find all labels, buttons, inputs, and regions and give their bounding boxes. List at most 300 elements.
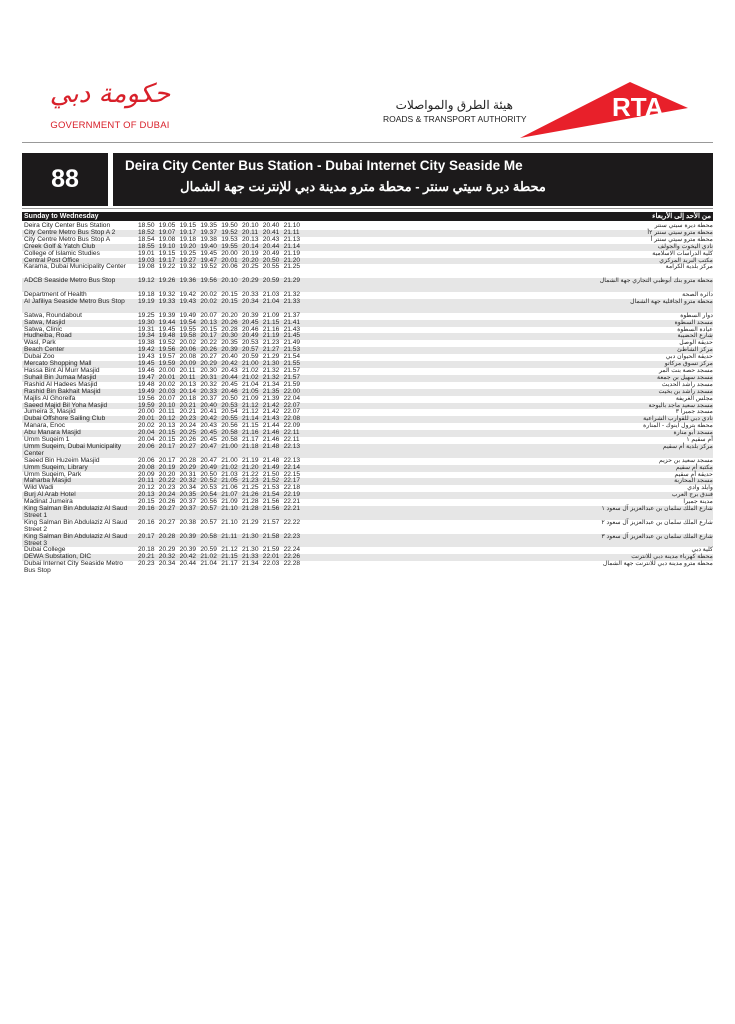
departure-time: 20.13 <box>158 422 176 430</box>
timetable-row <box>22 403 713 410</box>
departure-time: 19.58 <box>179 332 197 340</box>
days-english: Sunday to Wednesday <box>24 213 99 220</box>
departure-time: 21.04 <box>262 297 280 305</box>
departure-time: 21.25 <box>241 484 259 492</box>
departure-time: 20.47 <box>200 442 217 450</box>
days-arabic: من الأحد إلى الأربعاء <box>652 213 711 220</box>
departure-time: 20.45 <box>200 436 217 444</box>
departure-time: 19.47 <box>200 256 217 264</box>
departure-time: 20.10 <box>158 401 176 409</box>
departure-time: 20.29 <box>179 463 197 471</box>
departure-time: 21.59 <box>262 546 280 554</box>
departure-time: 20.06 <box>138 456 155 464</box>
departure-time: 20.30 <box>200 366 217 374</box>
departure-time: 22.21 <box>283 498 301 506</box>
departure-time: 20.18 <box>179 394 197 402</box>
stop-name: Burj Al Arab Hotel <box>24 491 76 499</box>
departure-time: 20.08 <box>138 463 155 471</box>
departure-time: 19.52 <box>200 263 217 271</box>
stop-name-arabic: مكتب البريد المركزي <box>659 256 713 264</box>
timetable-row <box>22 251 713 258</box>
departure-time: 21.06 <box>221 484 238 492</box>
departure-time: 20.40 <box>200 401 217 409</box>
departure-time: 20.06 <box>138 442 155 450</box>
route-title-english: Deira City Center Bus Station - Dubai Internet City Seaside Me <box>125 158 523 173</box>
departure-time: 21.12 <box>241 408 259 416</box>
timetable-row <box>22 237 713 244</box>
departure-time: 21.10 <box>221 518 238 526</box>
timetable-row <box>22 423 713 430</box>
departure-time: 21.32 <box>283 291 301 299</box>
departure-time: 20.13 <box>241 235 259 243</box>
departure-time: 19.32 <box>158 291 176 299</box>
departure-time: 21.14 <box>283 242 301 250</box>
timetable-row <box>22 389 713 396</box>
departure-time: 20.19 <box>241 249 259 257</box>
departure-time: 19.53 <box>221 235 238 243</box>
departure-time: 20.59 <box>241 353 259 361</box>
departure-time: 20.56 <box>200 498 217 506</box>
departure-time: 20.01 <box>138 415 155 423</box>
departure-time: 21.09 <box>221 498 238 506</box>
stop-name: Manara, Enoc <box>24 422 66 430</box>
departure-time: 21.35 <box>262 387 280 395</box>
departure-times <box>138 444 304 458</box>
departure-time: 21.52 <box>262 477 280 485</box>
departure-time: 20.42 <box>179 553 197 561</box>
departure-time: 22.00 <box>283 387 301 395</box>
stop-name: Satwa, Masjid <box>24 318 66 326</box>
departure-time: 21.17 <box>221 560 238 568</box>
departure-time: 20.53 <box>221 401 238 409</box>
departure-times <box>138 561 304 575</box>
departure-time: 20.20 <box>221 311 238 319</box>
departure-time: 20.06 <box>221 263 238 271</box>
departure-time: 20.08 <box>179 353 197 361</box>
departure-time: 21.43 <box>262 415 280 423</box>
stop-name-arabic: شارع الملك سلمان بن عبدالعزيز آل سعود ٣ <box>601 532 713 540</box>
departure-time: 20.33 <box>241 291 259 299</box>
departure-time: 19.52 <box>158 339 176 347</box>
timetable-row <box>22 244 713 251</box>
departure-time: 20.22 <box>158 477 176 485</box>
departure-time: 19.45 <box>138 360 155 368</box>
departure-time: 22.11 <box>283 436 300 444</box>
stop-name: Saeed Bin Huzeim Masjid <box>24 456 100 464</box>
departure-time: 21.43 <box>283 325 301 333</box>
departure-time: 21.39 <box>262 394 280 402</box>
stop-name-arabic: مركز الشاطئ <box>677 346 713 354</box>
stop-name: Al Jafiliya Seaside Metro Bus Stop <box>24 297 125 305</box>
departure-time: 21.04 <box>200 560 217 568</box>
departure-time: 21.45 <box>283 332 301 340</box>
rta-logo-text: RTA <box>612 92 664 122</box>
departure-time: 20.57 <box>200 518 217 526</box>
departure-time: 20.23 <box>138 560 155 568</box>
departure-time: 20.39 <box>179 532 197 540</box>
timetable-row <box>22 230 713 237</box>
departure-time: 20.15 <box>221 297 238 305</box>
departure-time: 21.29 <box>283 277 301 285</box>
departure-time: 21.34 <box>241 560 259 568</box>
departure-time: 22.11 <box>283 429 300 437</box>
departure-time: 19.45 <box>200 249 217 257</box>
departure-time: 21.04 <box>241 380 259 388</box>
departure-time: 19.15 <box>158 249 176 257</box>
departure-time: 20.19 <box>158 463 176 471</box>
departure-time: 21.19 <box>262 332 280 340</box>
departure-time: 19.18 <box>138 291 155 299</box>
departure-time: 19.38 <box>200 235 217 243</box>
departure-time: 20.11 <box>158 408 175 416</box>
departure-time: 20.26 <box>158 498 176 506</box>
departure-time: 20.23 <box>179 415 197 423</box>
departure-time: 19.55 <box>179 325 197 333</box>
departure-time: 20.10 <box>241 222 259 229</box>
departure-time: 20.28 <box>158 532 176 540</box>
stop-name-arabic: شارع الملك سلمان بن عبدالعزيز آل سعود ٢ <box>601 518 713 526</box>
timetable-row <box>22 313 713 320</box>
departure-time: 19.43 <box>179 297 197 305</box>
route-number: 88 <box>22 153 108 206</box>
departure-time: 19.25 <box>138 311 155 319</box>
stop-name-arabic: نادي اليخوت والجولف <box>657 242 713 250</box>
departure-time: 20.43 <box>262 235 280 243</box>
stop-name: Dubai College <box>24 546 66 554</box>
departure-time: 21.23 <box>241 477 259 485</box>
departure-time: 22.13 <box>283 442 301 450</box>
stop-name: Suhail Bin Jumaa Masjid <box>24 373 97 381</box>
departure-time: 20.17 <box>200 332 217 340</box>
timetable-row <box>22 368 713 375</box>
departure-time: 20.37 <box>179 498 197 506</box>
departure-time: 19.12 <box>138 277 155 285</box>
departure-time: 20.21 <box>179 401 197 409</box>
departure-time: 21.14 <box>241 415 259 423</box>
departure-time: 21.15 <box>262 318 280 326</box>
departure-time: 21.49 <box>262 463 280 471</box>
timetable-row <box>22 375 713 382</box>
stop-name-arabic: كلية دبي <box>691 546 713 554</box>
stop-name-arabic: مجلس الغريفة <box>675 394 713 402</box>
departure-time: 20.34 <box>179 484 197 492</box>
stop-name-arabic: مسجد راشد بن بخيت <box>658 387 713 395</box>
departure-time: 22.07 <box>283 408 301 416</box>
rta-name <box>383 98 527 124</box>
timetable-row <box>22 437 713 444</box>
departure-time: 20.17 <box>158 442 176 450</box>
departure-time: 20.58 <box>221 436 238 444</box>
departure-time: 20.02 <box>179 339 197 347</box>
departure-time: 21.28 <box>241 505 259 513</box>
rta-name-arabic: هيئة الطرق والمواصلات <box>395 98 513 112</box>
timetable-row <box>22 278 713 292</box>
stop-name: Maharba Masjid <box>24 477 71 485</box>
departure-time: 20.32 <box>158 553 176 561</box>
departure-time: 20.06 <box>179 346 197 354</box>
departure-time: 21.56 <box>262 498 280 506</box>
departure-time: 20.44 <box>262 242 280 250</box>
departure-time: 21.00 <box>241 360 259 368</box>
departure-time: 20.40 <box>262 222 280 229</box>
departure-time: 22.07 <box>283 401 301 409</box>
route-title-bar <box>113 153 713 206</box>
stop-name-arabic: محطة بترول اينوك - المنارة <box>643 422 713 430</box>
timetable-row <box>22 416 713 423</box>
stop-name: ADCB Seaside Metro Bus Stop <box>24 277 116 285</box>
departure-time: 20.02 <box>158 380 176 388</box>
departure-time: 20.14 <box>241 242 259 250</box>
departure-time: 20.13 <box>138 491 155 499</box>
departure-time: 21.57 <box>283 373 301 381</box>
departure-time: 20.33 <box>200 387 217 395</box>
days-header <box>22 212 713 221</box>
departure-time: 20.30 <box>221 332 238 340</box>
departure-time: 20.26 <box>221 318 238 326</box>
departure-times <box>138 299 304 313</box>
stop-name-arabic: حديقة الوصل <box>679 339 713 347</box>
timetable-row <box>22 223 713 230</box>
departure-time: 20.31 <box>179 470 197 478</box>
stop-name: City Centre Metro Bus Stop A <box>24 235 111 243</box>
departure-time: 19.56 <box>158 346 176 354</box>
stop-name-arabic: مسجد سعيد بن حزيم <box>658 456 713 464</box>
departure-time: 21.02 <box>200 553 217 561</box>
departure-time: 21.12 <box>221 546 238 554</box>
departure-time: 20.45 <box>221 380 238 388</box>
stop-name: Majlis Al Ghoreifa <box>24 394 76 402</box>
departure-time: 21.46 <box>262 429 280 437</box>
departure-time: 20.44 <box>221 373 238 381</box>
departure-time: 20.25 <box>179 429 197 437</box>
stop-name-arabic: أم سقيم ١ <box>686 436 713 444</box>
departure-time: 21.22 <box>241 470 259 478</box>
stop-name-arabic: مسجد جميرا ٣ <box>675 408 713 416</box>
timetable-row <box>22 340 713 347</box>
timetable <box>22 223 713 575</box>
departure-time: 20.35 <box>179 491 197 499</box>
rta-name-english: ROADS & TRANSPORT AUTHORITY <box>383 114 527 124</box>
stop-name-arabic: محطة ديرة سيتي سنتر <box>654 222 713 229</box>
departure-time: 21.17 <box>241 436 259 444</box>
stop-name: DEWA Substation, DIC <box>24 553 92 561</box>
timetable-row <box>22 485 713 492</box>
departure-time: 18.50 <box>138 222 155 229</box>
departure-time: 21.57 <box>262 518 280 526</box>
departure-time: 21.15 <box>241 422 259 430</box>
timetable-row <box>22 444 713 458</box>
departure-time: 18.54 <box>138 235 155 243</box>
stop-name: Umm Suqeim, Library <box>24 463 88 471</box>
departure-time: 20.07 <box>158 394 176 402</box>
stop-name-arabic: مسجد المحاربة <box>674 477 713 485</box>
gov-logo-arabic: حكومة دبي <box>49 79 171 109</box>
stop-name: King Salman Bin Abdulaziz Al Saud Street 2 <box>24 518 128 533</box>
departure-times <box>138 264 304 278</box>
departure-time: 21.27 <box>262 346 280 354</box>
stop-name: Satwa, Clinic <box>24 325 63 333</box>
departure-time: 21.54 <box>283 353 301 361</box>
departure-time: 19.54 <box>179 318 197 326</box>
departure-time: 21.30 <box>241 532 259 540</box>
timetable-row <box>22 347 713 354</box>
departure-time: 20.09 <box>138 470 155 478</box>
departure-time: 19.27 <box>179 256 197 264</box>
departure-time: 21.02 <box>241 366 259 374</box>
departure-time: 20.24 <box>158 491 176 499</box>
departure-time: 21.29 <box>241 518 259 526</box>
timetable-row <box>22 354 713 361</box>
stop-name: Department of Health <box>24 291 87 299</box>
departure-time: 19.07 <box>158 228 176 236</box>
stop-name: Rashid Al Hadees Masjid <box>24 380 98 388</box>
departure-time: 19.05 <box>158 222 176 229</box>
stop-name-arabic: محطة مترو مدينة دبي للانترنت جهة الشمال <box>602 560 713 568</box>
departure-time: 21.10 <box>221 505 238 513</box>
departure-time: 20.41 <box>262 228 280 236</box>
departure-time: 21.11 <box>221 532 238 540</box>
departure-time: 20.17 <box>158 456 176 464</box>
departure-time: 20.13 <box>179 380 197 388</box>
stop-name-arabic: مدينة جميرا <box>683 498 713 506</box>
departure-time: 22.01 <box>262 553 280 561</box>
departure-time: 20.02 <box>200 297 217 305</box>
timetable-row <box>22 472 713 479</box>
departure-time: 21.42 <box>262 401 280 409</box>
departure-time: 20.02 <box>138 422 155 430</box>
timetable-row <box>22 299 713 313</box>
stop-name-arabic: عيادة السطوة <box>677 325 713 333</box>
gov-logo-english: GOVERNMENT OF DUBAI <box>50 120 170 131</box>
stop-name: King Salman Bin Abdulaziz Al Saud Street 3 <box>24 532 128 547</box>
departure-time: 20.01 <box>158 373 176 381</box>
departure-time: 20.57 <box>200 505 217 513</box>
departure-time: 19.45 <box>158 325 176 333</box>
stop-name-arabic: شارع الملك سلمان بن عبدالعزيز آل سعود ١ <box>601 505 713 513</box>
departure-time: 21.41 <box>283 318 301 326</box>
departure-time: 19.31 <box>138 325 155 333</box>
departure-time: 20.21 <box>138 553 155 561</box>
departure-time: 19.37 <box>200 228 217 236</box>
departure-time: 21.37 <box>283 311 301 319</box>
departure-time: 21.23 <box>262 339 280 347</box>
stop-name-arabic: مركز بلدية الكرامة <box>665 263 713 271</box>
departure-time: 21.33 <box>241 553 259 561</box>
departure-time: 20.54 <box>221 408 238 416</box>
stop-name-arabic: مسجد سعيد ماجد باليوحة <box>648 401 713 409</box>
departure-time: 21.48 <box>262 442 280 450</box>
departure-time: 21.00 <box>221 456 238 464</box>
departure-time: 19.08 <box>158 235 176 243</box>
stop-name: Madinat Jumeira <box>24 498 73 506</box>
departure-time: 20.28 <box>179 456 197 464</box>
stop-name-arabic: محطة مترو سيتي سنتر ٢أ <box>647 228 713 236</box>
departure-time: 20.17 <box>138 532 155 540</box>
departure-time: 20.16 <box>138 518 155 526</box>
timetable-row <box>22 465 713 472</box>
departure-time: 20.37 <box>179 505 197 513</box>
departure-time: 21.30 <box>241 546 259 554</box>
departure-time: 21.13 <box>283 235 301 243</box>
departure-time: 19.48 <box>158 332 176 340</box>
departure-time: 20.11 <box>241 228 258 236</box>
departure-time: 21.09 <box>241 394 259 402</box>
stop-name-arabic: كلية الدراسات الاسلامية <box>652 249 713 257</box>
departure-time: 20.28 <box>221 325 238 333</box>
departure-time: 22.19 <box>283 491 301 499</box>
departure-time: 19.03 <box>138 256 155 264</box>
departure-time: 21.09 <box>262 311 280 319</box>
departure-times <box>138 506 304 520</box>
stop-name-arabic: محطة مترو بنك أبوظبي التجاري جهة الشمال <box>599 277 713 285</box>
departure-time: 19.43 <box>138 353 155 361</box>
departure-time: 19.47 <box>138 373 155 381</box>
departure-time: 20.27 <box>179 442 197 450</box>
departure-time: 20.24 <box>179 422 197 430</box>
departure-time: 21.02 <box>221 463 238 471</box>
departure-time: 20.59 <box>200 546 217 554</box>
stop-name: Karama, Dubai Municipality Center <box>24 263 126 271</box>
departure-time: 19.17 <box>179 228 197 236</box>
departure-time: 19.01 <box>138 249 155 257</box>
departure-time: 20.20 <box>158 470 176 478</box>
departure-time: 20.26 <box>179 436 197 444</box>
stop-name: Hassa Bint Al Murr Masjid <box>24 366 100 374</box>
departure-time: 19.49 <box>179 311 197 319</box>
departure-time: 22.22 <box>283 518 301 526</box>
stop-name: Hudheiba, Road <box>24 332 72 340</box>
departure-time: 20.15 <box>158 429 176 437</box>
departure-time: 19.32 <box>179 263 197 271</box>
stop-name: Satwa, Roundabout <box>24 311 82 319</box>
departure-time: 20.31 <box>200 373 217 381</box>
departure-time: 21.26 <box>241 491 259 499</box>
departure-time: 19.40 <box>200 242 217 250</box>
departure-time: 20.07 <box>200 311 217 319</box>
departure-time: 19.49 <box>138 387 155 395</box>
departure-time: 19.26 <box>158 277 176 285</box>
departure-time: 21.30 <box>262 360 280 368</box>
departure-time: 21.19 <box>241 456 259 464</box>
departure-time: 20.52 <box>200 477 217 485</box>
stop-name-arabic: مركز بلدية أم سقيم <box>662 442 713 450</box>
stop-name: Umm Suqeim 1 <box>24 436 70 444</box>
departure-time: 20.26 <box>200 346 217 354</box>
stop-name-arabic: دوار السطوة <box>680 311 713 319</box>
departure-time: 20.13 <box>200 318 217 326</box>
stop-name: Wild Wadi <box>24 484 54 492</box>
rta-logo <box>520 80 690 140</box>
departure-time: 19.34 <box>138 332 155 340</box>
departure-time: 20.39 <box>241 311 259 319</box>
divider <box>22 208 713 209</box>
departure-time: 22.03 <box>262 560 280 568</box>
departure-time: 21.54 <box>262 491 280 499</box>
departure-time: 21.34 <box>262 380 280 388</box>
stop-name: Rashid Bin Bakhait Masjid <box>24 387 101 395</box>
stop-name-arabic: حديقة الحيوان دبي <box>665 353 713 361</box>
stop-name: Dubai Internet City Seaside Metro Bus Stop <box>24 560 123 575</box>
departure-time: 22.08 <box>283 415 301 423</box>
stop-name-arabic: شارع الحضيبة <box>677 332 713 340</box>
departure-time: 20.12 <box>138 484 155 492</box>
departure-time: 22.13 <box>283 456 301 464</box>
departure-time: 20.11 <box>179 373 196 381</box>
departure-time: 20.29 <box>158 546 176 554</box>
timetable-row <box>22 478 713 485</box>
departure-time: 20.59 <box>262 277 280 285</box>
departure-time: 20.22 <box>200 339 217 347</box>
